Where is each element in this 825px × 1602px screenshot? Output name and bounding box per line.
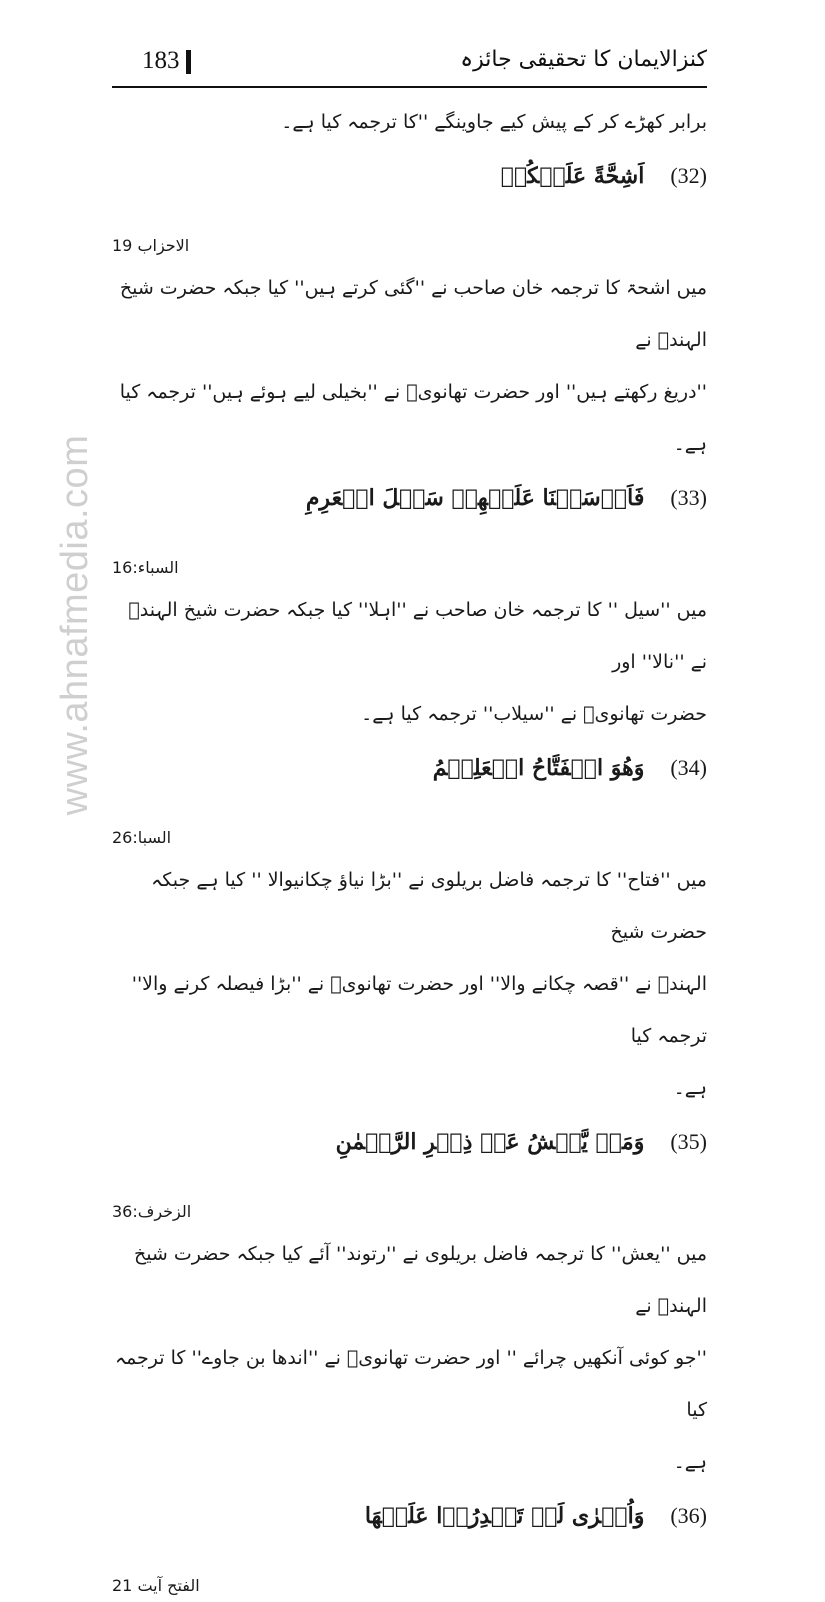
verse-number: (35) [670,1129,707,1154]
commentary-line: الہندؒ نے ''قصہ چکانے والا'' اور حضرت تھانویؒ نے ''بڑا فیصلہ کرنے والا'' ترجمہ کیا [131,973,707,1047]
verse-reference: الاحزاب 19 [112,236,190,255]
verse-heading-35 [112,1114,707,1170]
verse-heading-36 [112,1488,707,1544]
verse-arabic: وَمَنۡ یَّعۡشُ عَنۡ ذِكۡرِ الرَّحۡمٰنِ [335,1129,645,1155]
commentary-line: میں ''فتاح'' کا ترجمہ فاضل بریلوی نے ''بڑا نیاؤ چکانیوالا '' کیا ہے جبکہ حضرت شیخ [151,869,707,943]
verse-reference: الفتح آیت 21 [112,1576,200,1595]
commentary-line: میں ''یعش'' کا ترجمہ فاضل بریلوی نے ''رتوند'' آئے کیا جبکہ حضرت شیخ الہندؒ نے [133,1243,707,1317]
commentary-line: حضرت تھانویؒ نے ''سیلاب'' ترجمہ کیا ہے۔ [361,703,707,725]
page-body [112,96,707,1602]
verse-reference: الزخرف:36 [112,1202,192,1221]
verse-number: (36) [670,1503,707,1528]
verse-number: (33) [670,485,707,510]
commentary-line: میں ''سیل '' کا ترجمہ خان صاحب نے ''اہلا'' کیا جبکہ حضرت شیخ الہندؒ نے ''نالا'' اور [128,599,707,673]
book-title: کنزالایمان کا تحقیقی جائزہ [460,47,707,72]
verse-reference: السبا:26 [112,828,172,847]
verse-arabic: اَشِحَّةً عَلَیۡکُمۡ [500,163,645,189]
commentary-line: میں اشحۃ کا ترجمہ خان صاحب نے ''گئی کرتے ہیں'' کیا جبکہ حضرت شیخ الہندؒ نے [119,277,707,351]
verse-number: (34) [670,755,707,780]
watermark-text: www.ahnafmedia.com [54,434,96,816]
page-number-bar [186,50,191,74]
header-rule [112,86,707,88]
intro-line: برابر کھڑے کر کے پیش کیے جاوینگے ''کا ترجمہ کیا ہے۔ [281,111,707,133]
verse-heading-34 [112,740,707,796]
verse-arabic: وَهُوَ الۡفَتَّاحُ الۡعَلِیۡمُ [432,755,645,781]
verse-heading-33 [112,470,707,526]
commentary-line: ہے۔ [673,1077,707,1099]
verse-arabic: وَاُخۡرٰی لَمۡ تَقۡدِرُوۡا عَلَیۡهَا [364,1503,645,1529]
page-header [112,44,707,84]
commentary-line: ہے۔ [673,1451,707,1473]
verse-number: (32) [670,163,707,188]
page-number: 183 [142,47,180,74]
verse-heading-32 [112,148,707,204]
verse-reference: السباء:16 [112,558,179,577]
commentary-line: ''دریغ رکھتے ہیں'' اور حضرت تھانویؒ نے ''بخیلی لیے ہوئے ہیں'' ترجمہ کیا ہے۔ [119,381,707,455]
commentary-line: ''جو کوئی آنکھیں چرائے '' اور حضرت تھانویؒ نے ''اندھا بن جاوے'' کا ترجمہ کیا [114,1347,707,1421]
verse-arabic: فَاَرۡسَلۡنَا عَلَیۡهِمۡ سَیۡلَ الۡعَرِمِ [305,485,645,511]
